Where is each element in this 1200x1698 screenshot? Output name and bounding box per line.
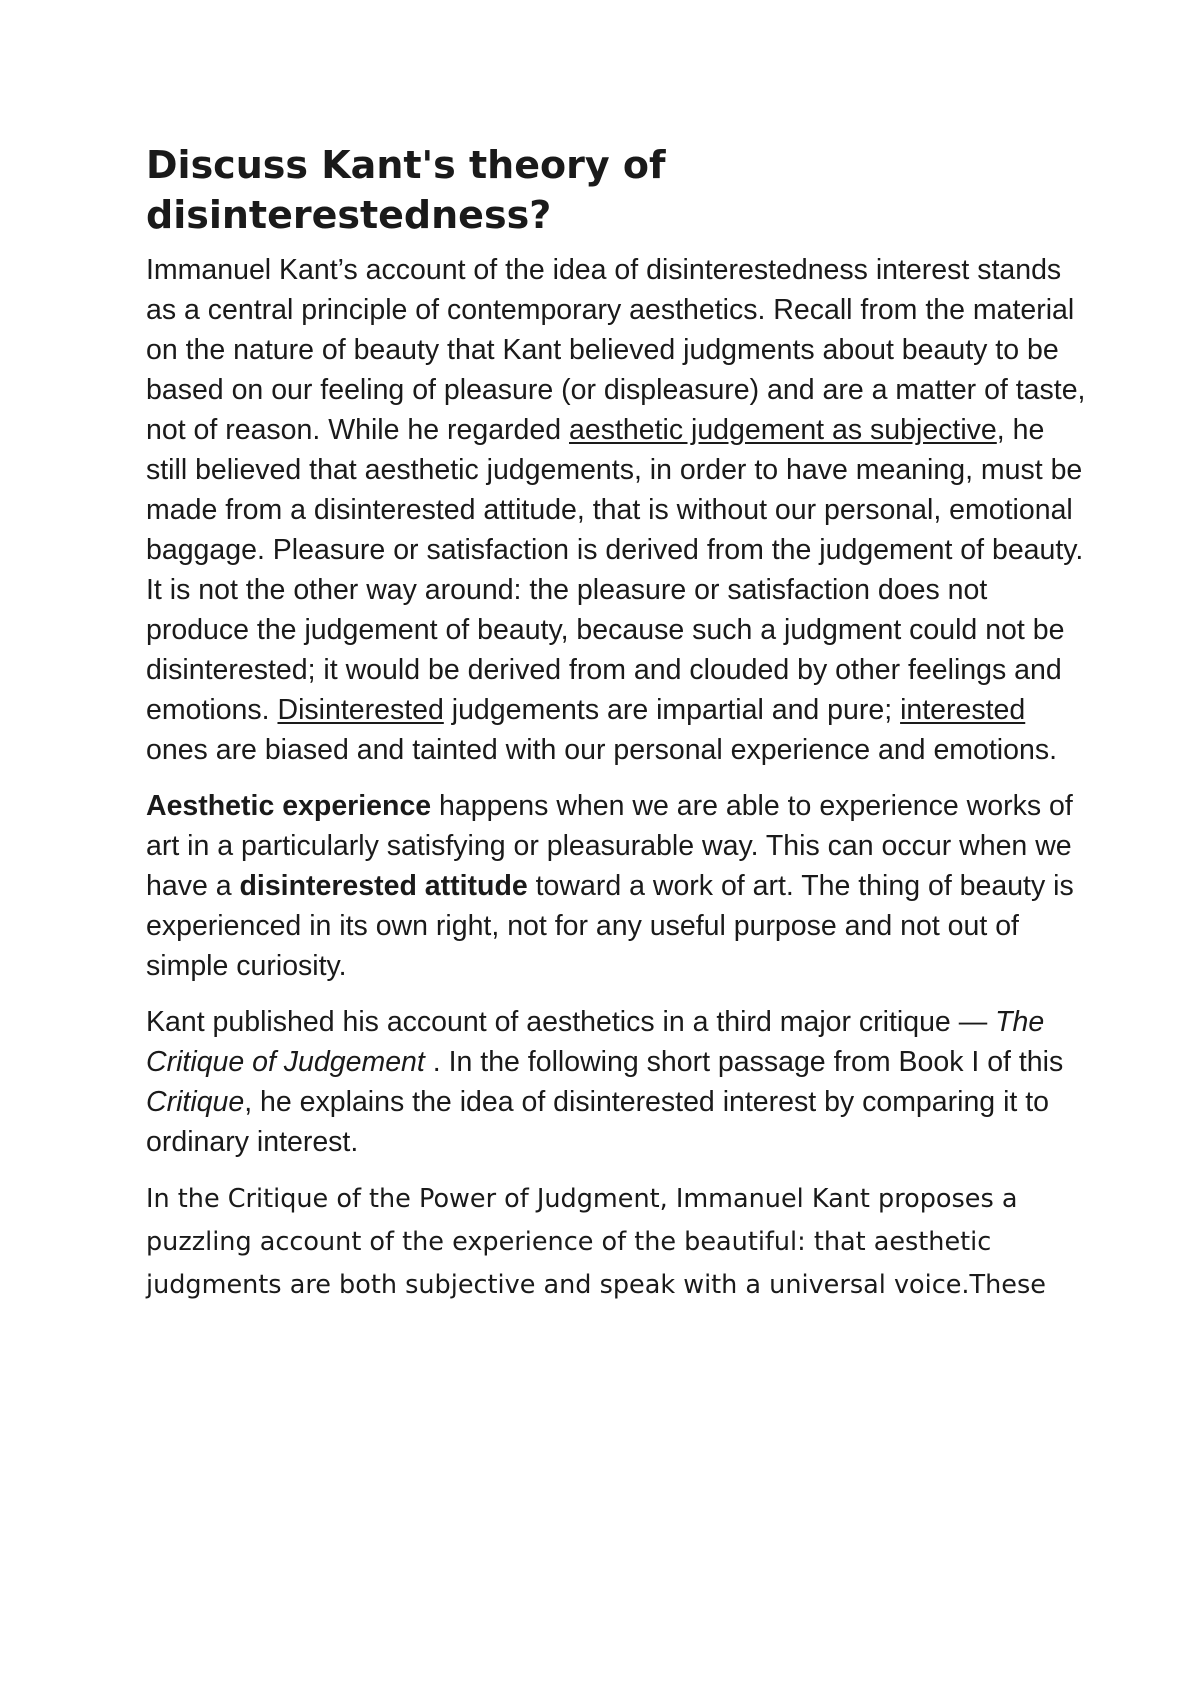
bold-term-aesthetic-experience: Aesthetic experience: [146, 790, 432, 822]
paragraph-critique: [146, 1002, 1086, 1162]
link-disinterested[interactable]: Disinterested: [277, 694, 444, 726]
paragraph-line-2: puzzling account of the experience of the beautiful: that aesthetic: [146, 1227, 992, 1257]
paragraph-text: toward a work of art. The thing of beauty is experienced in its own right, not for any useful purpose and not out of simple curiosity.: [146, 870, 1074, 982]
paragraph-line-3: judgments are both subjective and speak with a universal voice.These: [146, 1270, 1046, 1300]
paragraph-text: ones are biased and tainted with our personal experience and emotions.: [146, 734, 1058, 766]
paragraph-text: happens when we are able to experience works of art in a particularly satisfying or pleasurable way. This can occur when we have a: [146, 790, 1073, 902]
paragraph-text: , he explains the idea of disinterested interest by comparing it to ordinary interest.: [146, 1086, 1050, 1158]
title-line-1: Discuss Kant's theory of: [146, 143, 666, 187]
paragraph-text: . In the following short passage from Book I of this: [424, 1046, 1064, 1078]
paragraph-line-1: In the Critique of the Power of Judgment, Immanuel Kant proposes a: [146, 1184, 1018, 1214]
paragraph-text: Immanuel Kant’s account of the idea of disinterestedness interest stands as a central principle of contemporary aesthetics. Recall from the material on the nature of beauty that Kant believed judgments about beauty to be based on our feeling of pleasure (or displeasure) and are a matter of taste, not of reason. While he regarded: [146, 254, 1086, 446]
paragraph-text: , he still believed that aesthetic judgements, in order to have meaning, must be made from a disinterested attitude, that is without our personal, emotional baggage. Pleasure or satisfaction is derived from the judgement of beauty. It is not the other way around: the pleasure or satisfaction does not produce the judgement of beauty, because such a judgment could not be disinterested; it would be derived from and clouded by other feelings and emotions.: [146, 414, 1084, 726]
bold-term-disinterested-attitude: disinterested attitude: [239, 870, 528, 902]
paragraph-text: Kant published his account of aesthetics in a third major critique —: [146, 1006, 996, 1038]
link-aesthetic-judgement[interactable]: aesthetic judgement as subjective: [569, 414, 997, 446]
italic-title-critique: Critique: [146, 1086, 245, 1118]
document-page: [146, 140, 1086, 1307]
document-title: [146, 140, 1086, 240]
paragraph-aesthetic-experience: [146, 786, 1086, 986]
italic-title-critique-of-judgement: The Critique of Judgement: [146, 1006, 1045, 1078]
paragraph-disinterestedness: [146, 250, 1086, 770]
paragraph-power-of-judgment: [146, 1178, 1086, 1307]
title-line-2: disinterestedness?: [146, 193, 552, 237]
paragraph-text: judgements are impartial and pure;: [443, 694, 901, 726]
link-interested[interactable]: interested: [900, 694, 1026, 726]
